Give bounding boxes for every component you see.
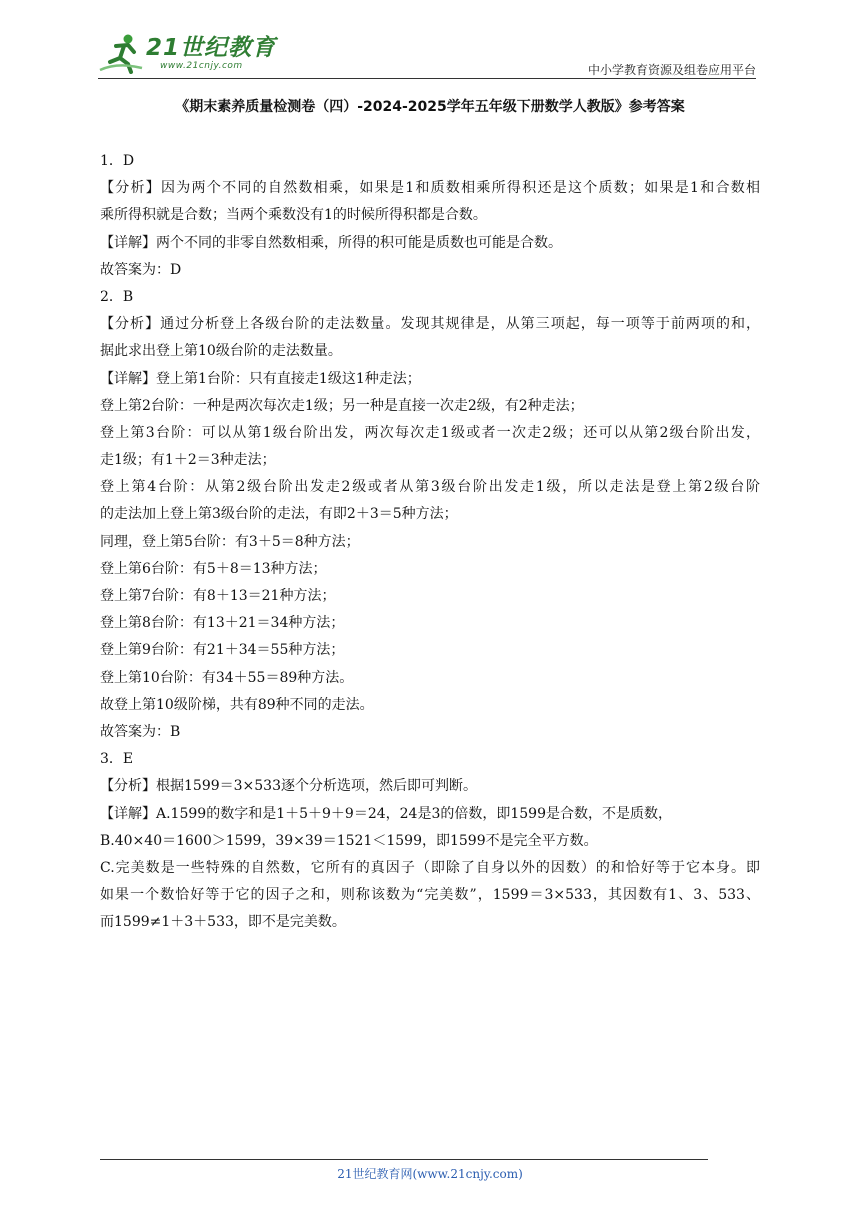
text-line: C.完美数是一些特殊的自然数，它所有的真因子（即除了自身以外的因数）的和恰好等于它本身。即 bbox=[100, 859, 760, 876]
text-line: 而1599≠1＋3＋533，即不是完美数。 bbox=[100, 914, 346, 931]
footer-link[interactable]: 21世纪教育网(www.21cnjy.com) bbox=[337, 1167, 523, 1181]
header-divider bbox=[98, 78, 756, 79]
text-line: 2．B bbox=[100, 288, 134, 305]
text-line: 的走法加上登上第3级台阶的走法，有即2＋3＝5种方法； bbox=[100, 506, 458, 523]
text-line: 登上第6台阶：有5＋8＝13种方法； bbox=[100, 560, 327, 577]
text-line: 乘所得积就是合数；当两个乘数没有1的时候所得积都是合数。 bbox=[100, 207, 487, 224]
text-line: 故答案为：B bbox=[100, 723, 181, 740]
text-line: 【详解】登上第1台阶：只有直接走1级这1种走法； bbox=[100, 370, 421, 387]
text-line: 1．D bbox=[100, 153, 135, 169]
text-line: 【详解】两个不同的非零自然数相乘，所得的积可能是质数也可能是合数。 bbox=[100, 234, 562, 251]
text-line: 登上第7台阶：有8＋13＝21种方法； bbox=[100, 588, 336, 604]
runner-logo-icon bbox=[98, 32, 144, 74]
text-line: 【分析】因为两个不同的自然数相乘，如果是1和质数相乘所得积还是这个质数；如果是1和合数相 bbox=[100, 180, 760, 197]
text-line: 【分析】根据1599＝3×533逐个分析选项，然后即可判断。 bbox=[100, 778, 477, 795]
text-line: 登上第10台阶：有34＋55＝89种方法。 bbox=[100, 669, 354, 686]
text-line: 走1级；有1＋2＝3种走法； bbox=[100, 452, 276, 469]
text-line: 故答案为：D bbox=[100, 261, 182, 278]
text-line: 登上第9台阶：有21＋34＝55种方法； bbox=[100, 642, 345, 659]
logo bbox=[98, 32, 276, 74]
text-line: 同理，登上第5台阶：有3＋5＝8种方法； bbox=[100, 533, 360, 550]
text-line: 【分析】通过分析登上各级台阶的走法数量。发现其规律是，从第三项起，每一项等于前两项的和， bbox=[100, 316, 760, 333]
text-line: 登上第2台阶：一种是两次每次走1级；另一种是直接一次走2级，有2种走法； bbox=[100, 397, 584, 414]
text-line: 登上第8台阶：有13＋21＝34种方法； bbox=[100, 615, 345, 632]
text-line: 登上第3台阶：可以从第1级台阶出发，两次每次走1级或者一次走2级；还可以从第2级台阶出发， bbox=[100, 424, 760, 441]
page-title: 《期末素养质量检测卷（四）-2024-2025学年五年级下册数学人教版》参考答案 bbox=[175, 99, 685, 115]
answer-content bbox=[100, 148, 760, 936]
text-line: 故登上第10级阶梯，共有89种不同的走法。 bbox=[100, 696, 374, 713]
text-line: 如果一个数恰好等于它的因子之和，则称该数为“完美数”，1599＝3×533，其因数有1、3、533、 bbox=[100, 887, 760, 904]
text-line: B.40×40＝1600＞1599，39×39＝1521＜1599，即1599不是完全平方数。 bbox=[100, 832, 598, 849]
logo-title: 21世纪教育 bbox=[146, 34, 277, 61]
text-line: 登上第4台阶：从第2级台阶出发走2级或者从第3级台阶出发走1级，所以走法是登上第2级台阶 bbox=[100, 479, 760, 496]
text-line: 据此求出登上第10级台阶的走法数量。 bbox=[100, 343, 342, 360]
text-line: 【详解】A.1599的数字和是1＋5＋9＋9＝24，24是3的倍数，即1599是合数，不是质数， bbox=[100, 805, 672, 822]
platform-name: 中小学教育资源及组卷应用平台 bbox=[587, 63, 756, 77]
footer-divider bbox=[100, 1159, 708, 1160]
logo-url: www.21cnjy.com bbox=[160, 60, 243, 71]
page-header bbox=[98, 30, 756, 80]
text-line: 3．E bbox=[100, 751, 134, 768]
